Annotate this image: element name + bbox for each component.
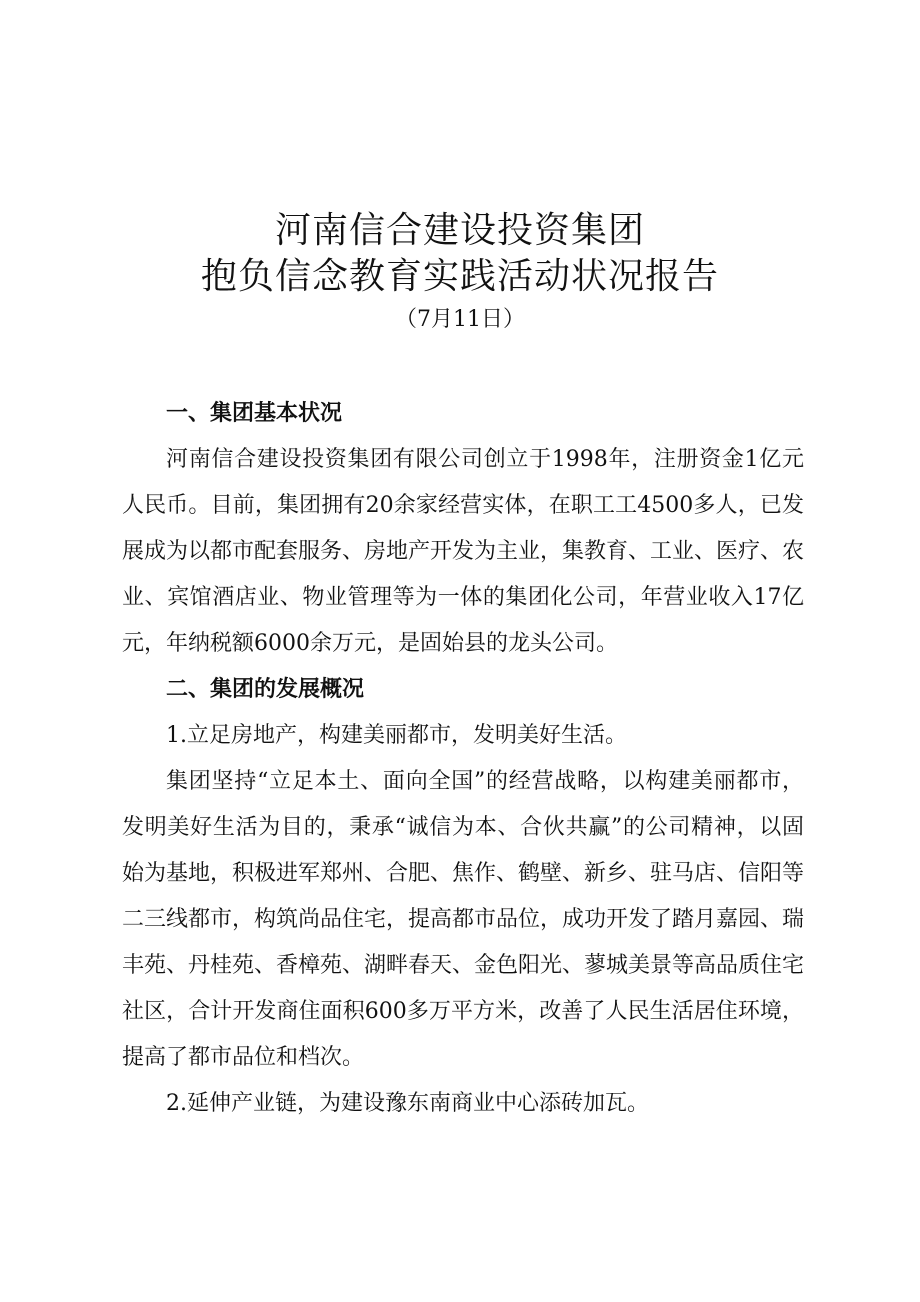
paragraph-basic-status: 河南信合建设投资集团有限公司创立于1998年，注册资金1亿元人民币。目前，集团拥有20余家经营实体，在职工工4500多人，已发展成为以都市配套服务、房地产开发为主业，集教育、工业、医疗、农业、宾馆酒店业、物业管理等为一体的集团化公司，年营业收入17亿元，年纳税额6000余万元，是固始县的龙头公司。 (122, 447, 805, 656)
subheading-real-estate: 1.立足房地产，构建美丽都市，发明美好生活。 (166, 723, 627, 748)
section-heading-development: 二、集团的发展概况 (166, 677, 365, 702)
document-title-line-2: 抱负信念教育实践活动状况报告 (200, 256, 719, 297)
paragraph-real-estate: 集团坚持“立足本土、面向全国”的经营战略，以构建美丽都市，发明美好生活为目的，秉承“诚信为本、合伙共赢”的公司精神，以固始为基地，积极进军郑州、合肥、焦作、鹤壁、新乡、驻马店、信阳等二三线都市，构筑尚品住宅，提高都市品位，成功开发了踏月嘉园、瑞丰苑、丹桂苑、香樟苑、湖畔春天、金色阳光、蓼城美景等高品质住宅社区，合计开发商住面积600多万平方米，改善了人民生活居住环境，提高了都市品位和档次。 (122, 769, 805, 1070)
document-title-line-1: 河南信合建设投资集团 (274, 210, 645, 251)
document-body (122, 391, 804, 1127)
section-heading-basic-status: 一、集团基本状况 (166, 401, 343, 426)
subheading-industry-chain: 2.延伸产业链，为建设豫东南商业中心添砖加瓦。 (166, 1091, 649, 1116)
document-date: （7月11日） (395, 307, 525, 332)
